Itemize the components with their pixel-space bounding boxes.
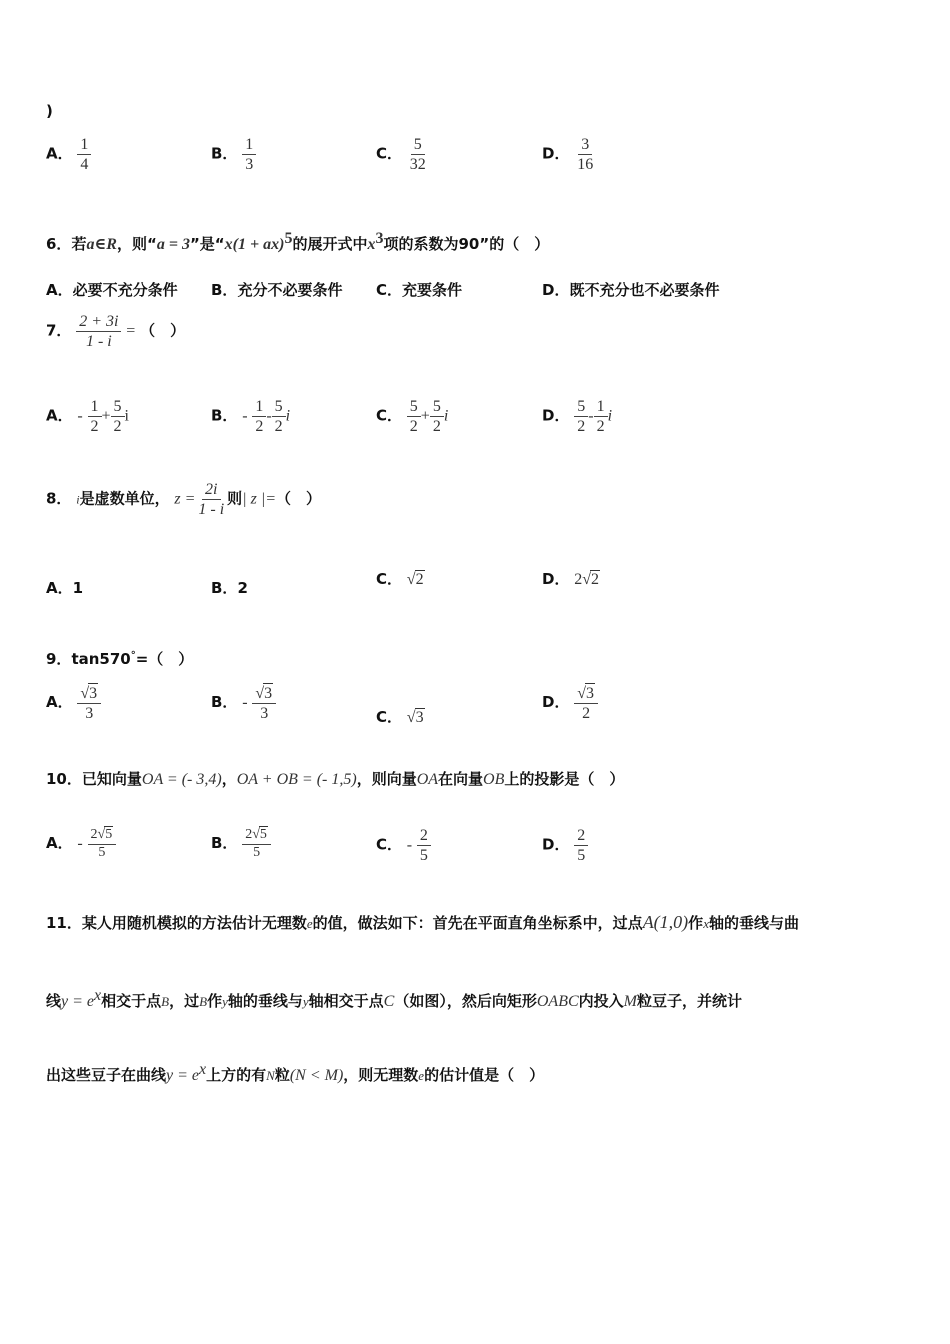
q5-option-c[interactable] (376, 135, 429, 174)
q10-option-d[interactable]: D． $\frac{2}{5}$ (542, 826, 588, 865)
q6-option-b[interactable]: B．充分不必要条件 (211, 281, 343, 299)
q11-line-1: 11．某人用随机模拟的方法估计无理数e的值，做法如下：首先在平面直角坐标系中，过点A(1,0)作x轴的垂线与曲 (46, 912, 799, 932)
q11-line-2: 线$y = e^x$相交于点B，过B作y轴的垂线与y轴相交于点C（如图），然后向矩形OABC内投入M粒豆子，并统计 (46, 987, 742, 1010)
q7-stem: 7． $\frac{2 + 3i}{1 - i}$ = （ ） (46, 313, 186, 351)
q8-option-d[interactable]: D． 2√2 (542, 570, 600, 588)
q9-option-b[interactable]: B． - $\frac{√3}{3}$ (211, 683, 276, 723)
q10-option-b[interactable]: B． $\frac{2√5}{5}$ (211, 826, 271, 862)
q10-option-c[interactable]: C． - $\frac{2}{5}$ (376, 826, 431, 865)
fraction: $\frac{2 + 3i}{1 - i}$ (76, 312, 121, 351)
option-label: B． (211, 144, 238, 163)
q7-option-a[interactable]: A． - $\frac{1}{2}$ + $\frac{5}{2}$ i (46, 398, 129, 436)
fraction: $\frac{3}{16}$ (577, 136, 594, 174)
q7-option-c[interactable]: C． $\frac{5}{2}$ + $\frac{5}{2}$ i (376, 398, 449, 436)
q10-stem: 10．已知向量OA = (- 3,4)，OA + OB = (- 1,5)，则向量OA在向量OB上的投影是（ ） (46, 770, 625, 788)
q9-stem: 9．tan570°=（ ） (46, 650, 194, 668)
q6-option-c[interactable]: C．充要条件 (376, 281, 463, 299)
q7-option-b[interactable]: B． - $\frac{1}{2}$ - $\frac{5}{2}$ i (211, 398, 291, 436)
q5-option-b[interactable] (211, 135, 256, 174)
q11-line-3: 出这些豆子在曲线$y = e^x$上方的有N粒(N < M)，则无理数e的估计值是（ ） (46, 1061, 545, 1084)
option-label: D． (542, 144, 570, 163)
q10-option-a[interactable]: A． - $\frac{2√5}{5}$ (46, 826, 116, 862)
fraction: $\frac{1}{4}$ (77, 135, 91, 174)
q6-option-a[interactable]: A．必要不充分条件 (46, 281, 178, 299)
fraction: $\frac{1}{3}$ (242, 135, 256, 174)
q6-stem: 6．若a∈R，则“a = 3”是“x(1 + ax)$^5$的展开式中$x^3$项的系数为90”的（ ） (46, 230, 550, 253)
q8-option-a[interactable]: A．1 (46, 579, 84, 597)
q5-option-a[interactable] (46, 135, 91, 174)
q9-option-c[interactable]: C． √3 (376, 708, 424, 726)
q6-option-d[interactable]: D．既不充分也不必要条件 (542, 281, 720, 299)
q9-option-d[interactable]: D． $\frac{√3}{2}$ (542, 683, 598, 723)
option-label: C． (376, 144, 403, 163)
fraction: $\frac{2i}{1 - i}$ (198, 481, 225, 519)
q5-option-d[interactable] (542, 135, 596, 174)
q8-option-c[interactable]: C． √2 (376, 570, 424, 588)
q5-closing-paren: ) (46, 102, 53, 120)
option-label: A． (46, 144, 73, 163)
q7-option-d[interactable]: D． $\frac{5}{2}$ - $\frac{1}{2}$ i (542, 398, 613, 436)
fraction: $\frac{5}{32}$ (409, 136, 426, 174)
q8-stem: 8． i是虚数单位， z = $\frac{2i}{1 - i}$ 则| z |=（ ） (46, 481, 322, 519)
q9-option-a[interactable]: A． $\frac{√3}{3}$ (46, 683, 101, 723)
q8-option-b[interactable]: B．2 (211, 579, 248, 597)
